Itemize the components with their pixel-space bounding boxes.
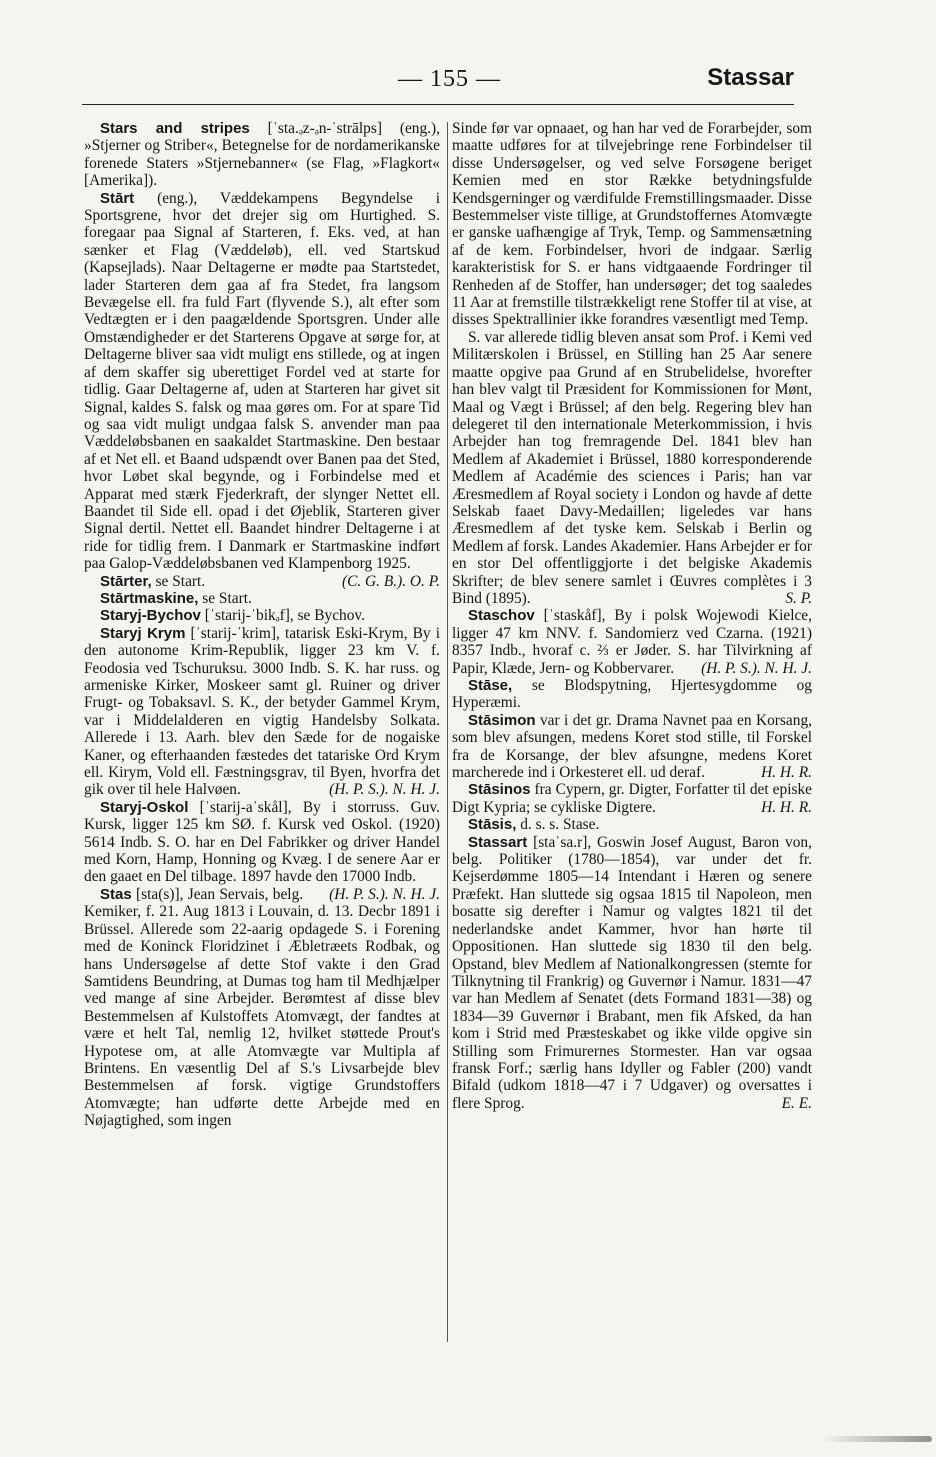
headword: Stāse, <box>468 677 513 694</box>
column-divider <box>447 122 448 1342</box>
author-signature: S. P. <box>785 589 812 607</box>
entry-stas-continued-2 <box>452 329 812 608</box>
entry-body: S. var allerede tidlig bleven ansat som Prof. i Kemi ved Militærskolen i Brüssel, en Stilling han 25 Aar senere maatte opgive paa Grund af en Strubelidelse, hvorefter han blev valgt til Præsident for Kommissionen for Mønt, Maal og Vægt i Brüssel; af den belg. Regering blev han delegeret til den internationale Meterkommission, i hvis Arbejder han tog fremragende Del. 1841 blev han Medlem af Akademiet i Brüssel, 1880 korresponderende Medlem af Académie des sciences i Paris; han var Æresmedlem af Royal society i London og havde af dette Selskab faaet Davy-Medaillen; ligeledes var hans Æresmedlem af det tyske kem. Selskab i Berlin og Medlem af forsk. Landes Akademier. Hans Arbejder er for en stor Del offentliggjorte i det belgiske Akademis Skrifter; de blev senere samlet i Œuvres complètes i 3 Bind (1895). <box>452 328 812 607</box>
page-header <box>0 62 936 98</box>
headword: Stassart <box>468 833 528 851</box>
headword: Staschov <box>468 607 535 625</box>
headword: Stāsis, <box>468 816 517 834</box>
left-column <box>84 120 440 1130</box>
author-signature: H. H. R. <box>761 798 812 816</box>
entry-body: fra Cypern, gr. Digter, Forfatter til det episke Digt Kypria; se cykliske Digtere. <box>452 781 812 816</box>
entry-stase <box>452 677 812 712</box>
headword: Stārt <box>100 189 135 207</box>
entry-stars-and-stripes <box>84 120 440 190</box>
entry-body: [staˈsa.r], Goswin Josef August, Baron von, belg. Politiker (1780—1854), var under det fr. Kejserdømme 1805—14 Intendant i Hæren og senere Præfekt. Han sluttede sig ogsaa 1815 til Napoleon, men bosatte sig derefter i Namur og valgtes 1821 til det nederlandske andet Kammer, hvor han hørte til Oppositionen. Han sluttede sig 1830 til den belg. Opstand, blev Medlem af Nationalkongressen (stemte for Tilknytning til Frankrig) og Guvernør i Namur. 1831—47 var han Medlem af Senatet (dets Formand 1831—38) og 1834—39 Guvernør i Brabant, men fik Afsked, da han kom i Strid med Præsteskabet og ikke vilde opgive sin Stilling som Frimurernes Stormester. Han var ogsaa fransk Forf.; særlig hans Idyller og Fabler (200) vandt Bifald (udkom 1818—47 i 7 Udgaver) og oversattes i flere Sprog. <box>452 833 812 1112</box>
headword: Stārter, <box>100 572 152 590</box>
entry-body: [sta(s)], Jean Servais, belg. Kemiker, f. 21. Aug 1813 i Louvain, d. 13. Decbr 1891 i Brüssel. Allerede som 22-aarig opdagede S. i Forening med de Koninck Floridzinet i Æbletræets Rodbak, og hans Undersøgelse af dette Stof vakte i den Grad Samtidens Beundring, at Dumas tog ham til Medhjælper ved mange af sine Arbejder. Berømtest af disse blev Bestemmelsen af Kulstoffets Atomvægt, der fandtes at være et helt Tal, nemlig 12, hvilket støttede Prout's Hypotese om, at alle Atomvægte var Multipla af Brintens. En væsentlig Del af S.'s Livsarbejde blev Bestemmelsen af forsk. vigtige Grundstoffers Atomvægte; han udførte dette Arbejde med en Nøjagtighed, som ingen <box>84 885 440 1130</box>
entry-stas-continued <box>452 120 812 329</box>
page-number: — 155 — <box>398 66 501 92</box>
author-signature: E. E. <box>781 1094 812 1112</box>
entry-body: [ˈstarij-ˈbikₔf], se Bychov. <box>204 607 365 625</box>
author-signature: (H. P. S.). N. H. J. <box>701 659 812 677</box>
entry-stasis <box>452 816 812 833</box>
entry-staschov <box>452 607 812 677</box>
running-head: Stassar <box>707 64 794 91</box>
entry-body: (eng.), Væddekampens Begyndelse i Sportsgrene, hvor det drejer sig om Hurtighed. S. foregaar paa Signal af Starteren, f. Eks. ved, at han sænker et Flag (Væddeløb), ell. ved Startskud (Kapsejlads). Naar Deltagerne er mødte paa Startstedet, lader Starteren dem gaa af fra Stedet, fra langsom Bevægelse ell. fra fuld Fart (flyvende S.), alt efter som Vedtægten er i den paagældende Sportsgren. Under alle Omstændigheder er det Starterens Opgave at sørge for, at Deltagerne bliver saa vidt muligt ens stillede, og at ingen af dem skaffer sig uberettiget Fordel ved at starte for tidlig. Gaar Deltagerne af, uden at Starteren har givet sit Signal, kaldes S. falsk og maa gøres om. For at spare Tid og saa vidt muligt undgaa falsk S. anvender man paa Væddeløbsbanen en saakaldet Startmaskine. Den bestaar af et Net ell. et Baand udspændt over Banen paa det Sted, hvor Løbet skal begynde, og i Forbindelse med et Apparat med stærk Fjederkraft, der slynger Nettet ell. Baandet til Side ell. opad i det Øjeblik, Starteren giver Signal dertil. Nettet ell. Baandet hindrer Deltagerne i at ride for tidlig frem. I Danmark er Startmaskine indført paa Galop-Væddeløbsbanen ved Klampenborg 1925. <box>84 189 440 573</box>
headword: Staryj-Bychov <box>100 607 201 625</box>
author-signature: (C. G. B.). O. P. <box>341 572 440 590</box>
entry-body: d. s. s. Stase. <box>520 816 600 834</box>
right-column <box>452 120 812 1112</box>
entry-body: [ˈstarij-ˈkrim], tatarisk Eski-Krym, By i den autonome Krim-Republik, ligger 23 km V. f. Feodosia ved Tschuruksu. 3000 Indb. S. K. har russ. og armeniske Kirker, Moskeer samt gl. Ruiner og driver Frugt- og Tobaksavl. S. K., der betyder Gammel Krym, var i Middelalderen en vigtig Handelsby Solkata. Allerede i 13. Aarh. blev den Sæde for de nogaiske Kaner, og efterhaanden fæstedes det tatariske Ord Krym ell. Kirym, Vold ell. Fæstningsgrav, til Byen, hvorfra det gik over til hele Halvøen. <box>84 624 440 799</box>
entry-stas <box>84 886 440 1130</box>
headword: Stas <box>100 885 132 903</box>
entry-stasimon <box>452 712 812 782</box>
entry-body: se Blodspytning, Hjertesygdomme og Hyperæmi. <box>452 677 812 712</box>
headword: Stāsimon <box>468 711 536 729</box>
scan-smudge <box>820 1436 932 1442</box>
entry-body: Sinde før var opnaaet, og han har ved de Forarbejder, som maatte udføres for at tilvejebringe rene Forbindelser til disse Undersøgelser, og ved selve Forsøgene beriget Kemien med en stor Række betydningsfulde Kendsgerninger og værdifulde Fremstillingsmaader. Disse Bestemmelser viste tillige, at Grundstoffernes Atomvægte er ganske uafhængige af Tryk, Temp. og Sammensætning af de kem. Forbindelser, hvori de indgaar. Særlig karakteristisk for S. er hans vidtgaaende Fordringer til Renheden af de Stoffer, han undersøger; det tog saaledes 11 Aar at fremstille tilstrækkeligt rene Stoffer til at vise, at disses Spektrallinier ikke forandres væsentligt med Temp. <box>452 120 812 329</box>
entry-body: [ˈstaskåf], By i polsk Wojewodi Kielce, ligger 47 km NNV. f. Sandomierz ved Czarna. (1921) 8357 Indb., hvoraf c. ⅔ er Jøder. S. har Tilvirkning af Papir, Klæde, Jern- og Kobbervarer. <box>452 607 812 677</box>
headword: Staryj Krym <box>100 624 186 642</box>
headword: Stārtmaskine, <box>100 589 199 607</box>
entry-staryj-bychov <box>84 607 440 624</box>
entry-stasinos <box>452 781 812 816</box>
entry-body: [ˈstarij-aˈskål], By i storruss. Guv. Kursk, ligger 125 km SØ. f. Kursk ved Oskol. (1920) 5614 Indb. S. O. har en Del Fabrikker og driver Handel med Korn, Hamp, Honning og Kvæg. I de senere Aar er den gaaet en Del tilbage. 1897 havde den 17000 Indb. <box>84 798 440 886</box>
entry-stassart <box>452 834 812 1113</box>
entry-body: [ˈsta.ₔz-ₔn-ˈstrālps] (eng.), »Stjerner og Striber«, Betegnelse for de nordamerikanske forenede Staters »Stjernebanner« (se Flag, »Flagkort« [Amerika]). <box>84 120 440 190</box>
headword: Stars and stripes <box>100 120 250 137</box>
author-signature: (H. P. S.). N. H. J. <box>329 885 440 903</box>
entry-body: se Start. <box>155 572 206 590</box>
entry-body: var i det gr. Drama Navnet paa en Korsang, som blev afsungen, medens Koret stod stille, til Forskel fra de Korsange, der blev afsungne, medens Koret marcherede ind i Orkesteret ell. ud deraf. <box>452 711 812 782</box>
entry-startmaskine <box>84 590 440 607</box>
headword: Staryj-Oskol <box>100 798 189 816</box>
entry-staryj-krym <box>84 625 440 799</box>
entry-body: se Start. <box>202 589 252 607</box>
author-signature: (H. P. S.). N. H. J. <box>329 781 440 799</box>
headword: Stāsinos <box>468 781 531 799</box>
header-rule <box>82 104 794 105</box>
author-signature: H. H. R. <box>761 764 812 782</box>
